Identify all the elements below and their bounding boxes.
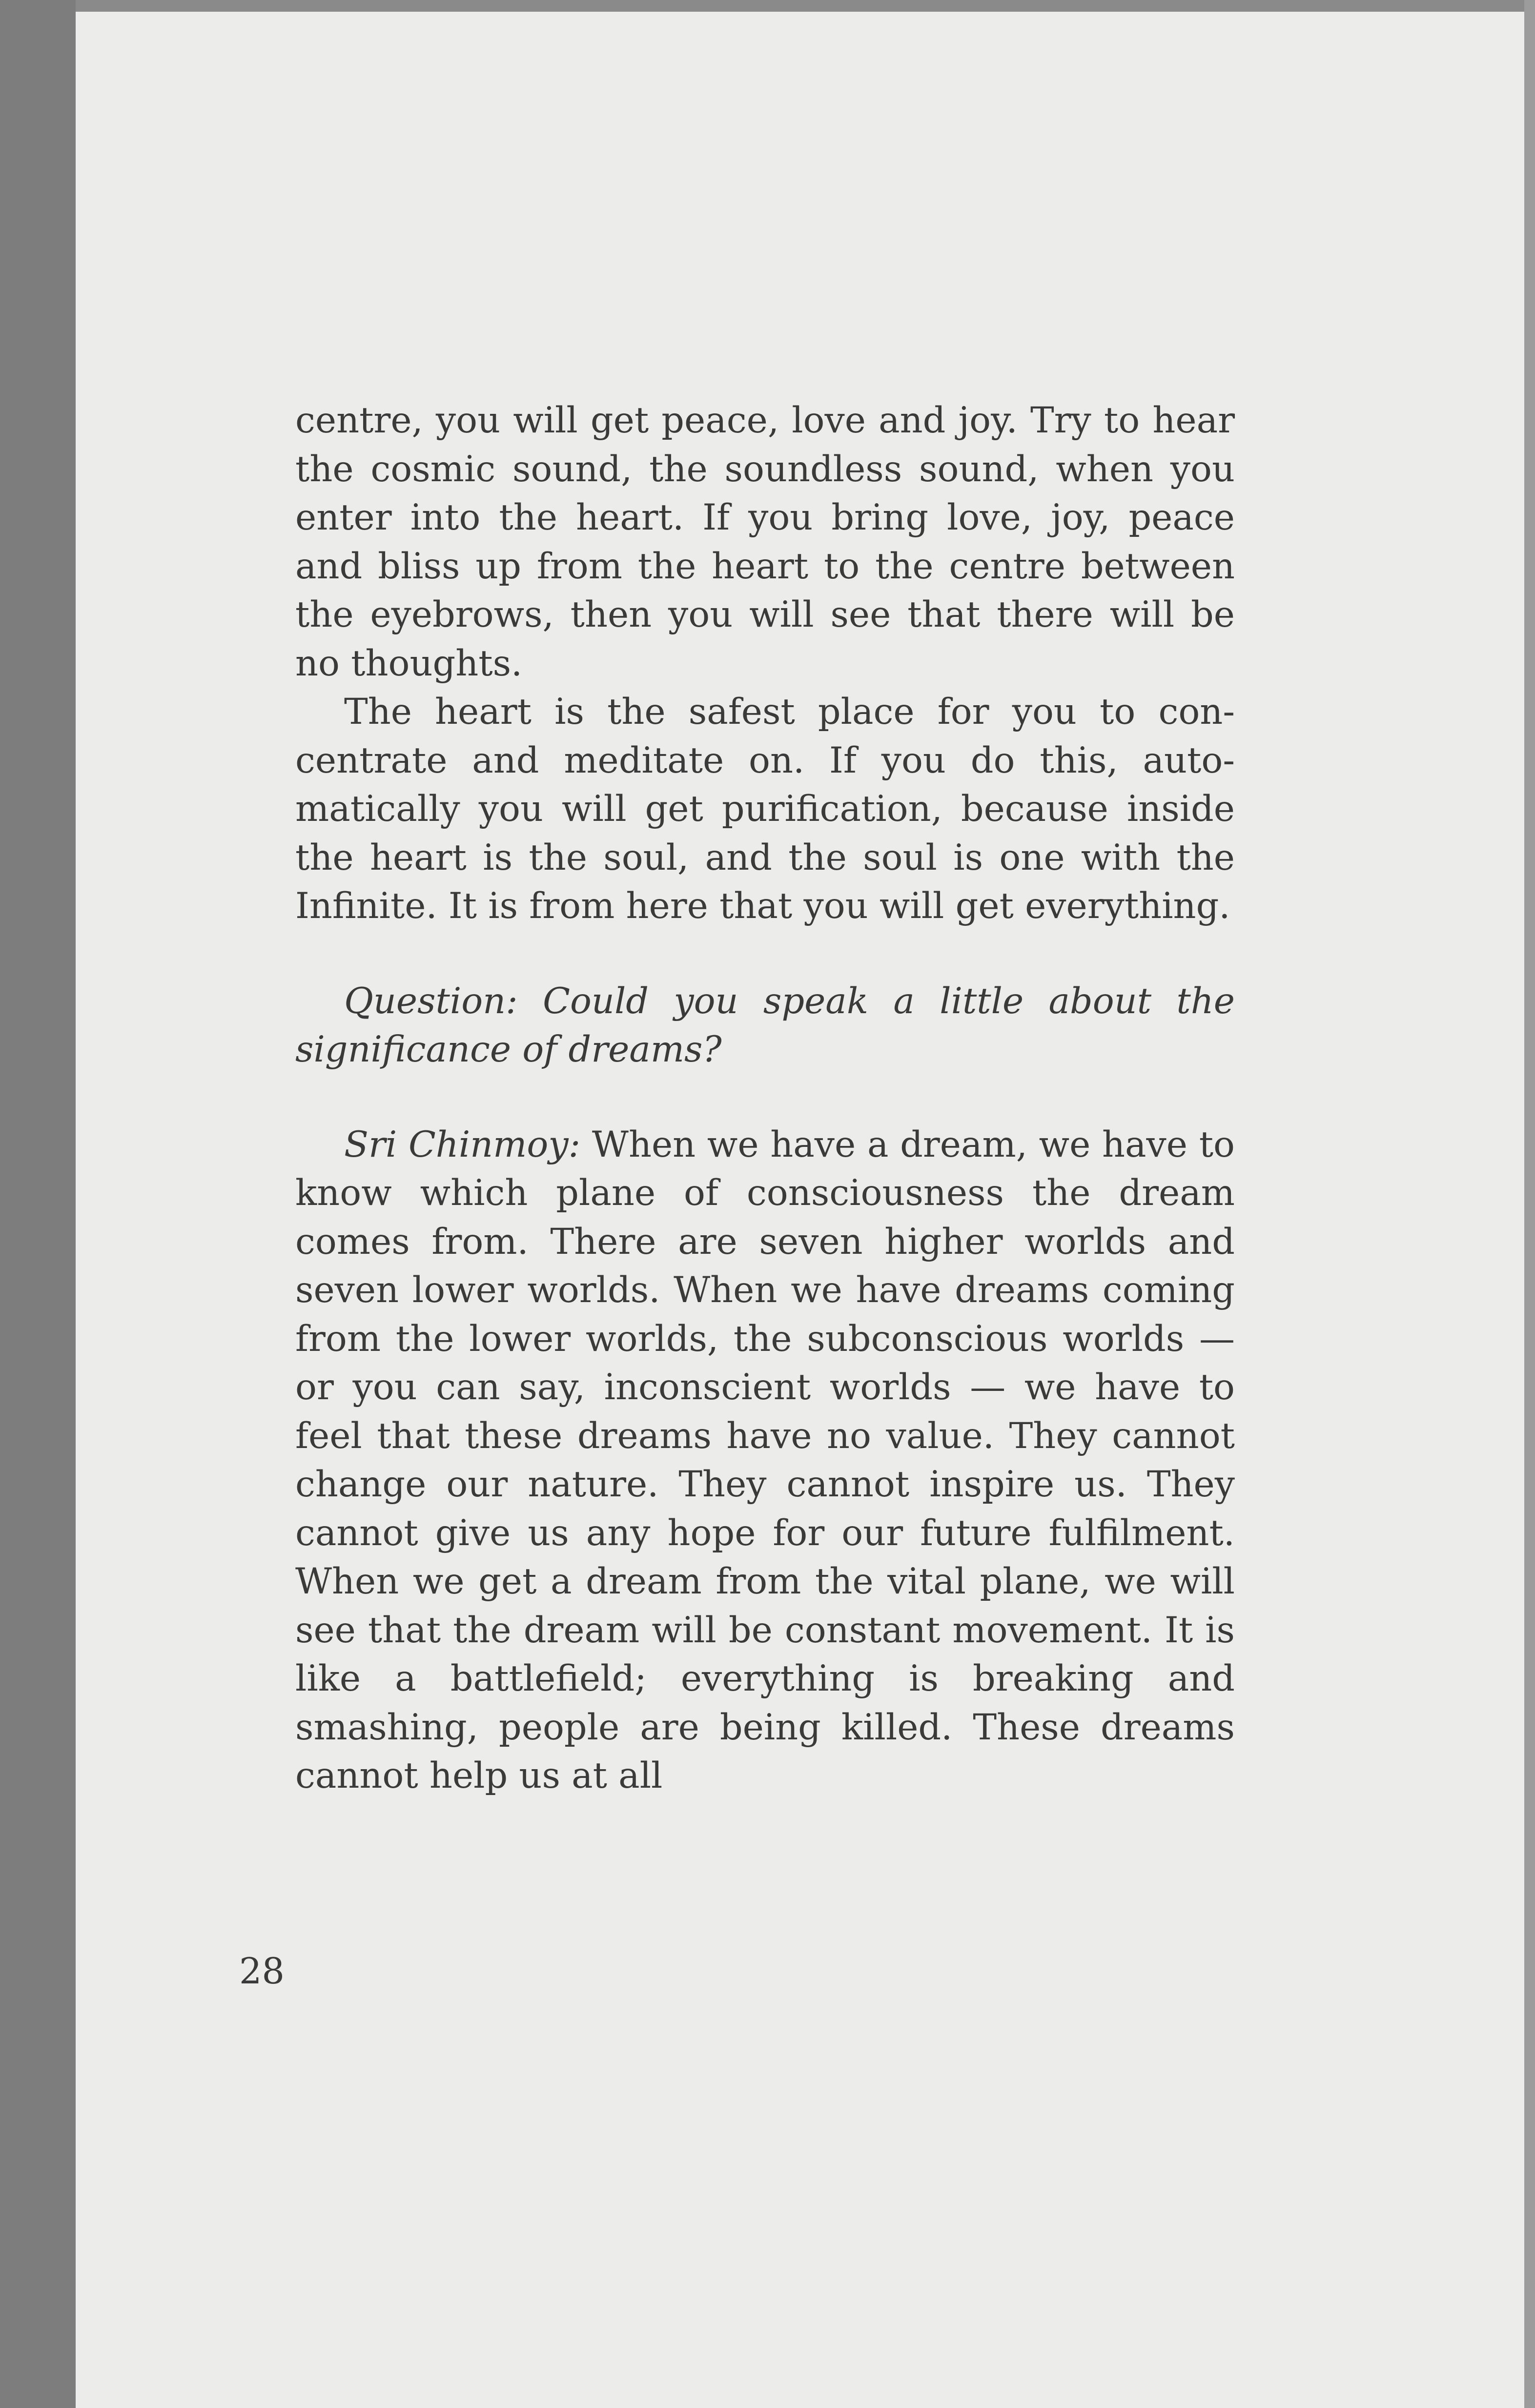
page-body — [295, 396, 1235, 1800]
question-text: Could you speak a little about the significance of dreams? — [295, 980, 1235, 1070]
page-number: 28 — [239, 1951, 285, 1992]
answer-paragraph — [295, 1121, 1235, 1800]
scan-right-edge — [1524, 0, 1535, 2408]
question-paragraph — [295, 977, 1235, 1074]
answer-speaker: Sri Chinmoy: — [344, 1123, 581, 1165]
paragraph-gap — [295, 931, 1235, 977]
question-label: Question: — [344, 980, 518, 1022]
paragraph-gap — [295, 1074, 1235, 1121]
paragraph-1: centre, you will get peace, love and joy. Try to hear the cosmic sound, the soundless sound, when you enter into the heart. If you bring love, joy, peace and bliss up from the heart to the centre between the eyebrows, then you will see that there will be no thoughts. — [295, 400, 1235, 684]
answer-text: When we have a dream, we have to know which plane of consciousness the dream comes from. There are seven higher worlds and seven lower worlds. When we have dreams coming from the lower worlds, the subconscious worlds — or you can say, inconscient worlds — we have to feel that these dreams have no value. They cannot change our nature. They cannot inspire us. They cannot give us any hope for our future fulfilment. When we get a dream from the vital plane, we will see that the dream will be constant movement. It is like a battlefield; everything is breaking and smashing, people are being killed. These dreams cannot help us at all — [295, 1123, 1235, 1796]
scan-top-edge — [0, 0, 1535, 12]
paragraph-2: The heart is the safest place for you to concentrate and meditate on. If you do this, automatically you will get purification, because inside the heart is the soul, and the soul is one with the Infinite. It is from here that you will get everything. — [295, 691, 1235, 927]
scan-left-edge — [0, 0, 76, 2408]
